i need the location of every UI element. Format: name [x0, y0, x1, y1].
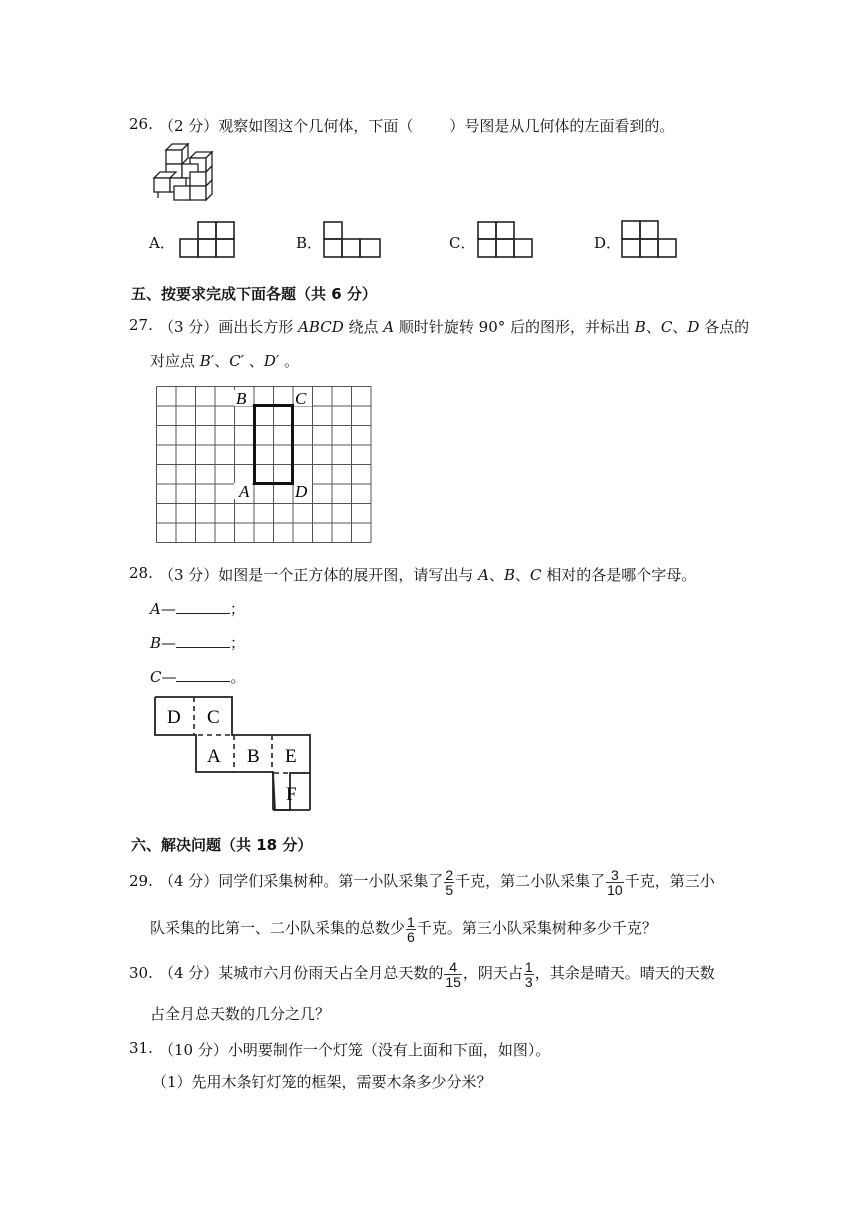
fraction — [406, 915, 416, 944]
numerator: 1 — [524, 958, 533, 975]
net-letter-a: A — [207, 746, 221, 767]
section-5-title: 五、按要求完成下面各题（共 6 分） — [131, 285, 377, 303]
denominator: 10 — [607, 881, 623, 898]
q26-option-d-figure — [620, 219, 680, 261]
answer-blank[interactable] — [176, 667, 230, 682]
q26-number: 26. — [129, 115, 153, 133]
answer-letter: C — [150, 668, 162, 686]
fraction — [444, 868, 454, 897]
q27-separator: 、 — [672, 318, 688, 336]
q27-number: 27. — [129, 316, 153, 334]
q26-option-d-label: D． — [594, 234, 622, 252]
q27-grid-figure — [150, 384, 374, 544]
q28-answer-line-b — [150, 632, 245, 653]
q28-cube-net — [150, 690, 320, 820]
q27-text-segment: 对应点 — [150, 352, 200, 370]
q30-text-segment: ，其余是晴天。晴天的天数 — [534, 964, 715, 982]
q27-text-segment: 绕点 — [343, 318, 384, 336]
fraction — [444, 960, 462, 989]
q27-rect-name: ABCD — [298, 318, 344, 336]
answer-dash: — — [161, 668, 177, 686]
q28-letter-c: C — [530, 566, 542, 584]
q27-separator: 、 — [244, 352, 264, 370]
q27-text-segment: （3 分）画出长方形 — [159, 318, 299, 336]
q30-line2: 占全月总天数的几分之几？ — [150, 1005, 331, 1023]
q27-line1 — [159, 316, 749, 337]
grid-label-a: A — [239, 482, 250, 501]
q29-text-segment: 队采集的比第一、二小队采集的总数少 — [150, 919, 406, 937]
numerator: 4 — [444, 960, 462, 975]
q28-separator: 、 — [514, 566, 530, 584]
fraction — [524, 960, 534, 989]
q30-text-segment: ，阴天占 — [462, 964, 523, 982]
q28-text-segment: （3 分）如图是一个正方体的展开图，请写出与 — [159, 566, 479, 584]
q27-line2 — [150, 350, 299, 371]
q26-option-a-label: A． — [149, 234, 175, 252]
q27-text-segment: 顺时针旋转 90° 后的图形，并标出 — [394, 318, 635, 336]
q28-letter-a: A — [478, 566, 489, 584]
q26-solid-figure — [150, 140, 220, 204]
q31-subquestion-1: （1）先用木条钉灯笼的框架，需要木条多少分米？ — [152, 1073, 492, 1091]
q29-text-segment: 千克。第三小队采集树种多少千克？ — [416, 919, 657, 937]
q29-number: 29. — [129, 872, 153, 890]
q30-line1 — [159, 956, 715, 990]
grid-label-c: C — [295, 389, 307, 408]
q26-text-after: ）号图是从几何体的左面看到的。 — [449, 117, 675, 135]
q28-text-segment: 相对的各是哪个字母。 — [541, 566, 697, 584]
q26-text — [159, 115, 674, 136]
net-letter-d: D — [167, 707, 181, 728]
denominator: 3 — [524, 973, 533, 990]
answer-end-punct: ； — [229, 600, 245, 618]
grid-label-d: D — [295, 482, 308, 501]
answer-letter: B — [150, 634, 162, 652]
q28-answer-line-c — [150, 666, 246, 687]
q27-point-b-prime: B′ — [199, 352, 215, 370]
section-6-title: 六、解决问题（共 18 分） — [131, 836, 313, 854]
q30-number: 30. — [129, 964, 153, 982]
denominator: 5 — [445, 881, 454, 898]
q28-letter-b: B — [503, 566, 515, 584]
net-letter-f: F — [286, 784, 297, 805]
numerator: 2 — [445, 866, 454, 883]
q29-text-segment: （4 分）同学们采集树种。第一小队采集了 — [159, 872, 444, 890]
denominator: 6 — [407, 928, 415, 945]
numerator: 1 — [407, 913, 415, 930]
q27-point-d: D — [687, 318, 700, 336]
net-letter-e: E — [285, 746, 297, 767]
q27-text-segment: 各点的 — [699, 318, 750, 336]
net-letter-c: C — [207, 707, 220, 728]
answer-dash: — — [161, 634, 177, 652]
net-letter-b: B — [247, 746, 260, 767]
q27-point-c-prime: C′ — [229, 352, 245, 370]
q29-line2 — [150, 911, 657, 945]
q31-number: 31. — [129, 1039, 153, 1057]
q26-option-b-label: B． — [296, 234, 323, 252]
q29-line1 — [159, 864, 715, 898]
fraction — [606, 868, 624, 897]
answer-blank[interactable] — [176, 633, 230, 648]
grid-lines — [157, 387, 372, 543]
answer-end-punct: ； — [230, 634, 246, 652]
answer-letter: A — [150, 600, 161, 618]
q28-number: 28. — [129, 564, 153, 582]
q27-separator: 、 — [214, 352, 230, 370]
answer-blank[interactable] — [176, 599, 230, 614]
q29-text-segment: 千克，第三小 — [624, 872, 715, 890]
q26-text-before: （2 分）观察如图这个几何体，下面（ — [159, 117, 414, 135]
q28-answer-line-a — [150, 598, 245, 619]
q27-point-b: B — [634, 318, 646, 336]
q28-separator: 、 — [488, 566, 504, 584]
q28-text — [159, 564, 696, 585]
q30-text-segment: （4 分）某城市六月份雨天占全月总天数的 — [159, 964, 444, 982]
grid-label-b: B — [236, 389, 247, 408]
q26-option-c-label: C． — [449, 234, 476, 252]
q31-line1: （10 分）小明要制作一个灯笼（没有上面和下面，如图）。 — [159, 1041, 551, 1059]
q27-point-d-prime: D′ — [263, 352, 280, 370]
denominator: 15 — [445, 973, 461, 990]
q26-option-c-figure — [476, 220, 536, 260]
numerator: 3 — [606, 868, 624, 883]
q29-text-segment: 千克，第二小队采集了 — [455, 872, 606, 890]
q27-point-c: C — [660, 318, 673, 336]
answer-end-punct: 。 — [230, 668, 246, 686]
answer-dash: — — [160, 600, 176, 618]
q26-option-a-figure — [178, 220, 238, 260]
q27-separator: 、 — [645, 318, 661, 336]
q27-point-a: A — [383, 318, 395, 336]
q27-text-segment: 。 — [279, 352, 300, 370]
q26-option-b-figure — [322, 220, 384, 260]
